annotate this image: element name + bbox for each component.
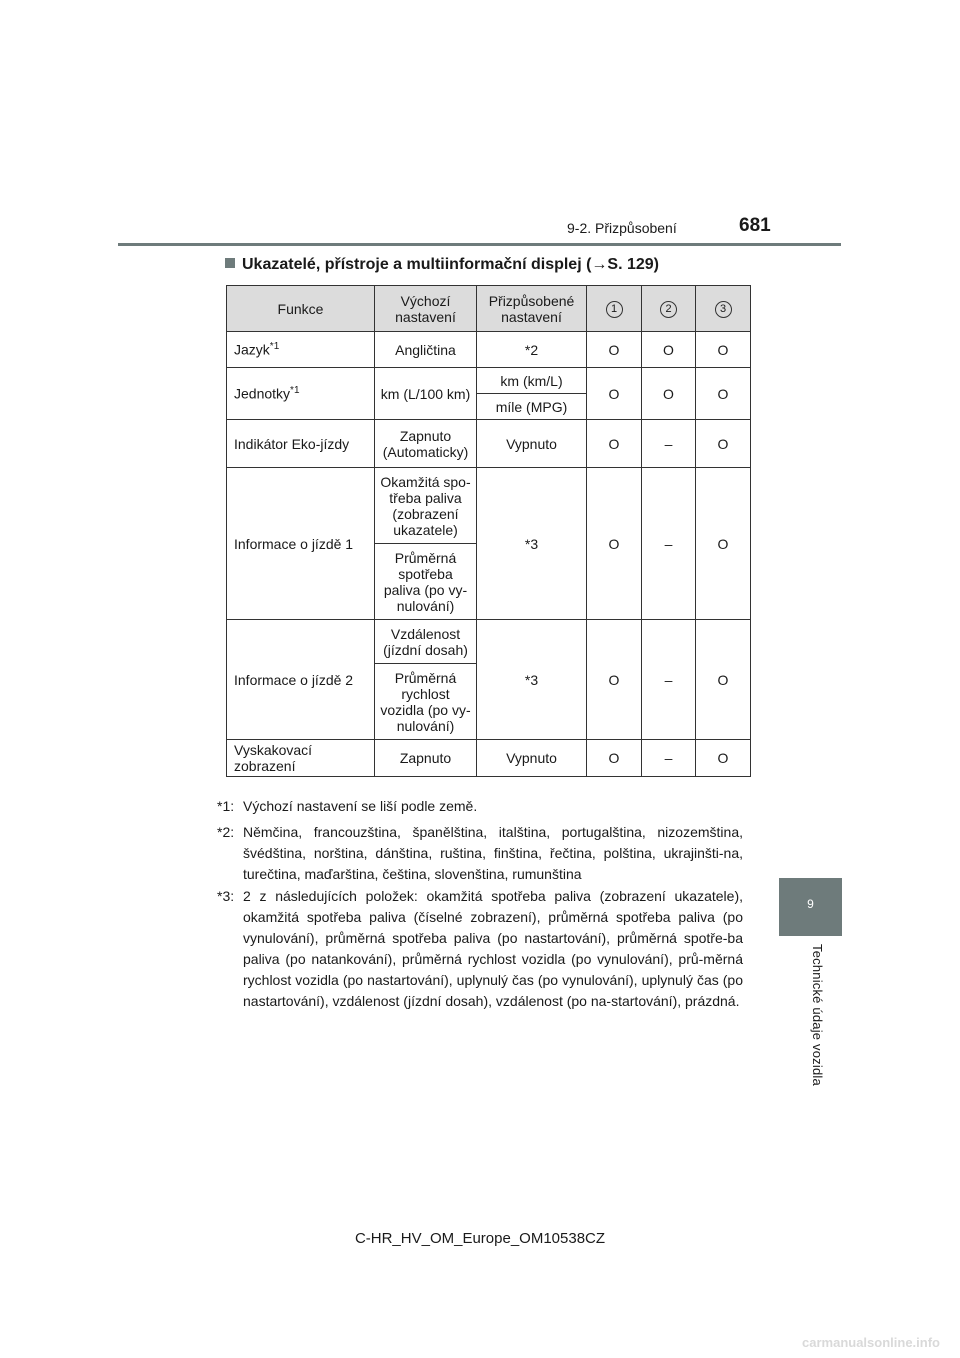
table-row [227, 740, 751, 777]
cell-v3: O [696, 740, 751, 777]
cell-function: Vyskakovací zobrazení [227, 740, 375, 777]
settings-table [226, 285, 751, 777]
cell-function: Indikátor Eko-jízdy [227, 420, 375, 468]
cell-default: Zapnuto [375, 740, 477, 777]
circled-2-icon: 2 [660, 301, 677, 318]
cell-default: Zapnuto (Automaticky) [375, 420, 477, 468]
header-col-3 [696, 286, 751, 332]
cell-v1: O [587, 368, 642, 420]
chapter-tab [779, 878, 842, 936]
watermark: carmanualsonline.info [802, 1335, 940, 1350]
section-title-text: Ukazatelé, přístroje a multiinformační displej (→S. 129) [242, 256, 660, 273]
cell-default: Průměrná rychlost vozidla (po vy-nulování) [375, 664, 477, 740]
cell-v2: – [642, 620, 696, 740]
cell-v2: – [642, 420, 696, 468]
cell-custom: km (km/L) [477, 368, 587, 394]
cell-default: Průměrná spotřeba paliva (po vy-nulování) [375, 544, 477, 620]
footnote-2 [217, 822, 743, 885]
cell-custom: *3 [477, 620, 587, 740]
cell-v1: O [587, 740, 642, 777]
cell-custom: *3 [477, 468, 587, 620]
table-row [227, 332, 751, 368]
cell-function: Informace o jízdě 2 [227, 620, 375, 740]
cell-v1: O [587, 468, 642, 620]
header-custom: Přizpůsobené nastavení [477, 286, 587, 332]
cell-v2: O [642, 332, 696, 368]
table-row [227, 420, 751, 468]
cell-v3: O [696, 368, 751, 420]
table-row [227, 368, 751, 394]
footnote-3 [217, 886, 743, 1012]
cell-function: Informace o jízdě 1 [227, 468, 375, 620]
cell-default: Angličtina [375, 332, 477, 368]
section-header: 9-2. Přizpůsobení [567, 220, 677, 236]
header-function: Funkce [227, 286, 375, 332]
cell-v3: O [696, 420, 751, 468]
cell-custom: míle (MPG) [477, 394, 587, 420]
cell-custom: Vypnuto [477, 740, 587, 777]
cell-v3: O [696, 332, 751, 368]
cell-v1: O [587, 420, 642, 468]
cell-custom: *2 [477, 332, 587, 368]
cell-function: Jednotky$^{*1}$ [227, 368, 375, 420]
footnote-text: Výchozí nastavení se liší podle země. [243, 798, 478, 814]
cell-default: km (L/100 km) [375, 368, 477, 420]
cell-v2: O [642, 368, 696, 420]
cell-custom: Vypnuto [477, 420, 587, 468]
square-bullet-icon [225, 258, 235, 268]
circled-3-icon: 3 [715, 301, 732, 318]
document-id: C-HR_HV_OM_Europe_OM10538CZ [354, 1230, 606, 1247]
cell-default: Vzdálenost (jízdní dosah) [375, 620, 477, 664]
header-divider [118, 243, 841, 246]
cell-function: Jazyk$^{*1}$ [227, 332, 375, 368]
footnote-text: Němčina, francouzština, španělština, italština, portugalština, nizozemština, švédština, norština, dánština, ruština, finština, řečtina, polština, ukrajinšti-na, turečtina, maďarština, čeština, slovenština, rumunština [243, 824, 743, 882]
cell-v2: – [642, 740, 696, 777]
footnote-mark: *3: [217, 888, 235, 904]
table-row [227, 468, 751, 544]
cell-v2: – [642, 468, 696, 620]
cell-v1: O [587, 332, 642, 368]
page-number: 681 [739, 215, 771, 236]
section-title [225, 256, 659, 274]
cell-v3: O [696, 468, 751, 620]
footnote-mark: *1: [217, 798, 235, 814]
cell-default: Okamžitá spo-třeba paliva (zobrazení ukazatele) [375, 468, 477, 544]
footnote-text: 2 z následujících položek: okamžitá spotřeba paliva (zobrazení ukazatele), okamžitá spotřeba paliva (číselné zobrazení), průměrná spotřeba paliva (po vynulování), průměrná spotřeba paliva (po nastartování), průměrná spotře-ba paliva (po natankování), průměrná rychlost vozidla (po vynulování), prů-měrná rychlost vozidla (po nastartování), uplynulý čas (po vynulování), uplynulý čas (po nastartování), vzdálenost (jízdní dosah), vzdálenost (po na-startování), prázdná. [243, 888, 743, 1009]
cell-v3: O [696, 620, 751, 740]
table-header-row [227, 286, 751, 332]
header-default: Výchozí nastavení [375, 286, 477, 332]
chapter-side-label: Technické údaje vozidla [810, 944, 825, 1086]
header-col-2 [642, 286, 696, 332]
cell-v1: O [587, 620, 642, 740]
footnote-1 [217, 796, 743, 817]
header-col-1 [587, 286, 642, 332]
circled-1-icon: 1 [606, 301, 623, 318]
footnote-mark: *2: [217, 824, 235, 840]
chapter-number: 9 [807, 897, 814, 911]
table-row [227, 620, 751, 664]
